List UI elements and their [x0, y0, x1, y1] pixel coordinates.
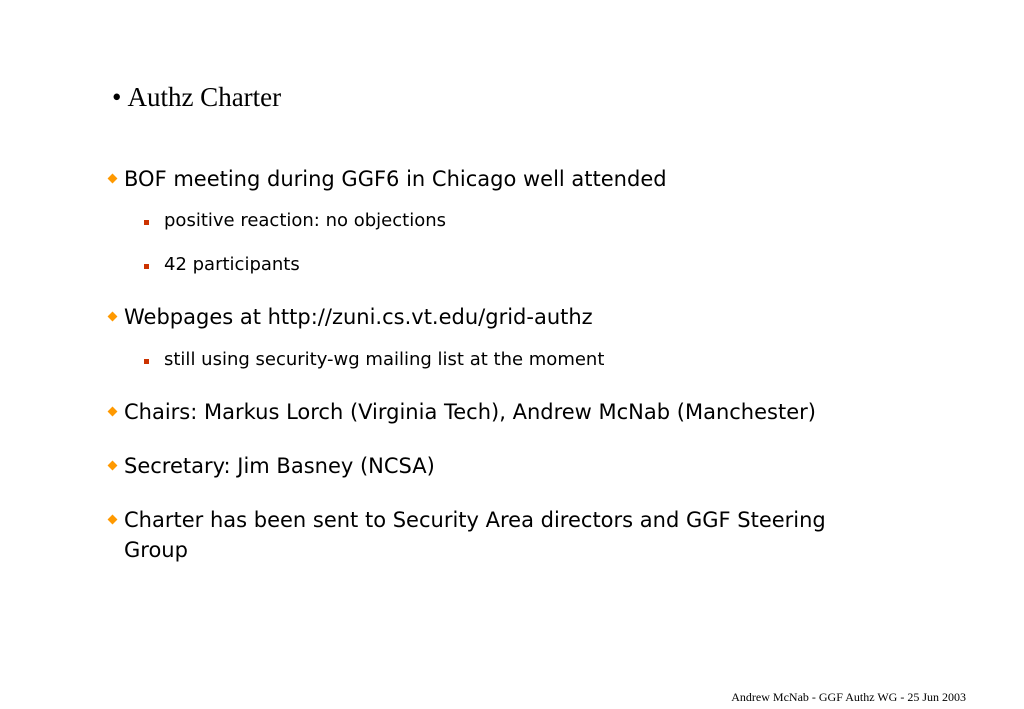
list-item	[164, 208, 446, 234]
list-item-text-line2: Group	[124, 538, 188, 562]
list-item	[164, 252, 300, 278]
slide-title-text: Authz Charter	[127, 82, 282, 112]
diamond-bullet-icon	[108, 312, 118, 322]
list-item-text-line1: Charter has been sent to Security Area directors and GGF Steering	[124, 508, 826, 532]
title-bullet: •	[112, 82, 122, 112]
list-item	[124, 505, 826, 565]
list-item	[124, 164, 667, 194]
list-item-text: BOF meeting during GGF6 in Chicago well attended	[124, 167, 667, 191]
list-item-text: Webpages at http://zuni.cs.vt.edu/grid-authz	[124, 305, 593, 329]
list-item-text: Chairs: Markus Lorch (Virginia Tech), Andrew McNab (Manchester)	[124, 400, 816, 424]
list-item	[124, 302, 593, 332]
diamond-bullet-icon	[108, 407, 118, 417]
list-item-text: still using security-wg mailing list at the moment	[164, 349, 605, 370]
list-item	[164, 347, 604, 373]
list-item-text: 42 participants	[164, 254, 300, 275]
diamond-bullet-icon	[108, 461, 118, 471]
list-item	[124, 451, 435, 481]
square-bullet-icon	[144, 220, 149, 225]
list-item-text: positive reaction: no objections	[164, 210, 447, 231]
square-bullet-icon	[144, 264, 149, 269]
diamond-bullet-icon	[108, 174, 118, 184]
diamond-bullet-icon	[108, 515, 118, 525]
slide-footer: Andrew McNab - GGF Authz WG - 25 Jun 2003	[731, 690, 966, 704]
list-item	[124, 397, 816, 427]
list-item-text: Secretary: Jim Basney (NCSA)	[124, 454, 435, 478]
square-bullet-icon	[144, 359, 149, 364]
